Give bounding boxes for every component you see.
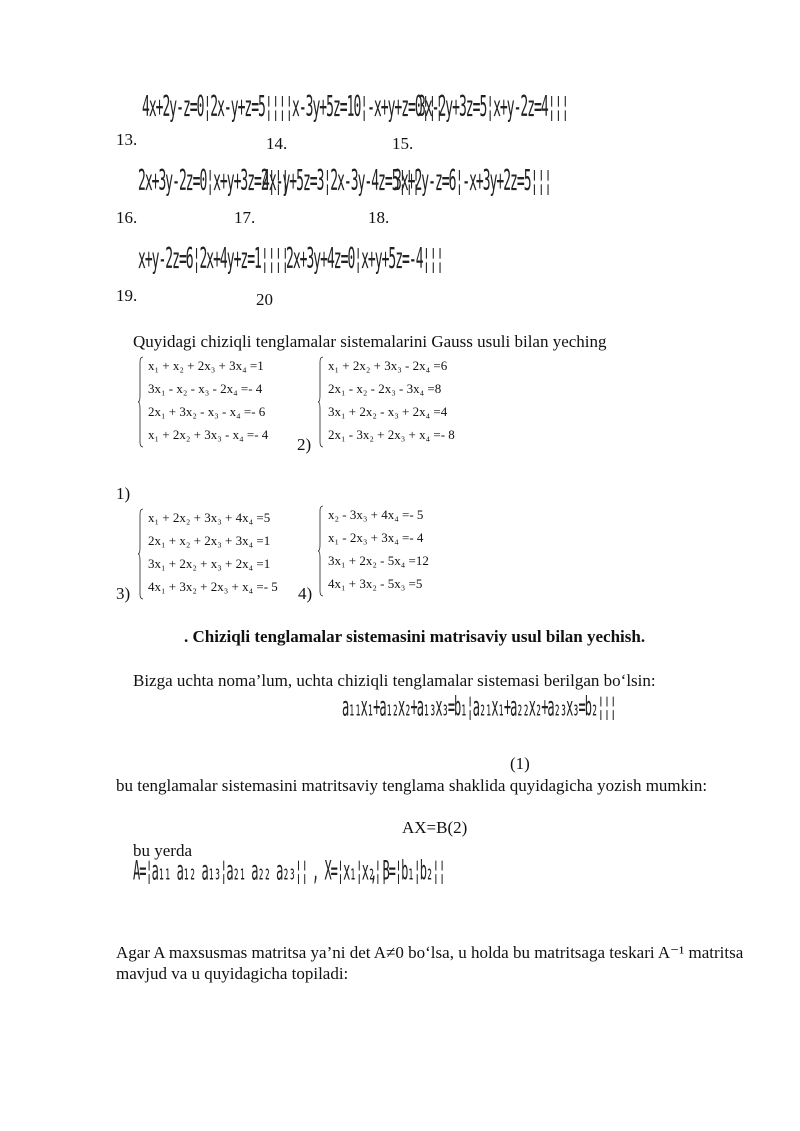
system-4-row: 3x₁ + 2x₂ - 5x₄ =12 (328, 553, 429, 568)
system-4-label: 4) (298, 584, 313, 603)
matrix-b: , B=¦b₁¦b₂¦¦ (370, 855, 445, 886)
system-3-row: 2x₁ + x₂ + 2x₃ + 3x₄ =1 (148, 533, 271, 548)
system-3-row: 4x₁ + 3x₂ + 2x₃ + x₄ =- 5 (148, 579, 278, 594)
exercise-16-system: 2x+3y-2z=0¦x+y+3z=2¦¦¦ (138, 166, 289, 199)
exercise-15-number: 15. (392, 134, 414, 153)
exercise-17-number: 17. (234, 208, 256, 227)
equation-axb: AX=B(2) (402, 818, 468, 837)
paragraph-intro: Bizga uchta noma’lum, uchta chiziqli tenglamalar sistemasi berilgan bo‘lsin: (133, 671, 656, 690)
system-2-row: 3x₁ + 2x₂ - x₃ + 2x₄ =4 (328, 404, 448, 419)
system-2-row: x₁ + 2x₂ + 3x₃ - 2x₄ =6 (328, 358, 448, 373)
system-formula: a₁₁x₁+a₁₂x₂+a₁₃x₃=b₁¦a₂₁x₁+a₂₂x₂+a₂₃x₃=b₂¦¦¦ (342, 691, 616, 722)
system-2-label: 2) (297, 435, 312, 454)
exercise-14-number: 14. (266, 134, 288, 153)
system-2-row: 2x₁ - 3x₂ + 2x₃ + x₄ =- 8 (328, 427, 455, 442)
system-2 (318, 356, 493, 448)
paragraph-inverse: Agar A maxsusmas matritsa ya’ni det A≠0 bo‘lsa, u holda bu matritsaga teskari A⁻¹ matritsa mavjud va u quyidagicha topiladi: (116, 943, 744, 983)
exercise-17-system: 4x-y+5z=3¦2x-3y-4z=5¦¦¦ (262, 166, 420, 199)
exercise-16-number: 16. (116, 208, 138, 227)
brace-icon (318, 356, 324, 448)
exercise-14-system: x-3y+5z=10¦-x+y+z=0¦¦¦ (292, 92, 443, 125)
system-1-label: 1) (116, 484, 131, 503)
system-4-row: 4x₁ + 3x₂ - 5x₃ =5 (328, 576, 423, 591)
exercise-19-system: x+y-2z=6¦2x+4y+z=1¦¦¦¦ (138, 244, 289, 277)
system-3-label: 3) (116, 584, 131, 603)
brace-icon (138, 356, 144, 448)
system-4 (318, 505, 478, 597)
system-3-row: 3x₁ + 2x₂ + x₃ + 2x₄ =1 (148, 556, 271, 571)
system-4-row: x₁ - 2x₃ + 3x₄ =- 4 (328, 530, 424, 545)
exercise-15-system: 3x-2y+3z=5¦x+y-2z=4¦¦¦ (418, 92, 569, 125)
equation-number-1: (1) (510, 754, 530, 773)
system-3-row: x₁ + 2x₂ + 3x₃ + 4x₄ =5 (148, 510, 271, 525)
system-1-row: 2x₁ + 3x₂ - x₃ - x₄ =- 6 (148, 404, 266, 419)
matrix-x: , X=¦x₁¦x₂¦¦ (312, 855, 387, 886)
system-1-row: x₁ + x₂ + 2x₃ + 3x₄ =1 (148, 358, 264, 373)
system-1-row: 3x₁ - x₂ - x₃ - 2x₄ =- 4 (148, 381, 263, 396)
paragraph-matrix-form: bu tenglamalar sistemasini matritsaviy tenglama shaklida quyidagicha yozish mumkin: (116, 776, 708, 795)
exercise-19-number: 19. (116, 286, 138, 305)
exercise-13-number: 13. (116, 130, 138, 149)
brace-icon (138, 508, 144, 600)
exercise-18-number: 18. (368, 208, 390, 227)
system-1 (138, 356, 303, 448)
matrix-a: A=¦a₁₁ a₁₂ a₁₃¦a₂₁ a₂₂ a₂₃¦¦ (133, 855, 308, 886)
system-1-row: x₁ + 2x₂ + 3x₃ - x₄ =- 4 (148, 427, 269, 442)
exercise-20-system: 2x+3y+4z=0¦x+y+5z=-4¦¦¦ (286, 244, 444, 277)
system-3 (138, 508, 303, 600)
exercise-13-system: 4x+2y-z=0¦2x-y+z=5¦¦¦¦ (142, 92, 293, 125)
exercise-20-number: 20 (256, 290, 273, 309)
section-heading: . Chiziqli tenglamalar sistemasini matrisaviy usul bilan yechish. (184, 627, 646, 646)
exercise-18-system: 3x+2y-z=6¦-x+3y+2z=5¦¦¦ (394, 166, 552, 199)
gauss-intro: Quyidagi chiziqli tenglamalar sistemalarini Gauss usuli bilan yeching (133, 332, 607, 351)
paragraph-where: bu yerda (133, 841, 193, 860)
brace-icon (318, 505, 324, 597)
system-4-row: x₂ - 3x₃ + 4x₄ =- 5 (328, 507, 424, 522)
system-2-row: 2x₁ - x₂ - 2x₃ - 3x₄ =8 (328, 381, 442, 396)
